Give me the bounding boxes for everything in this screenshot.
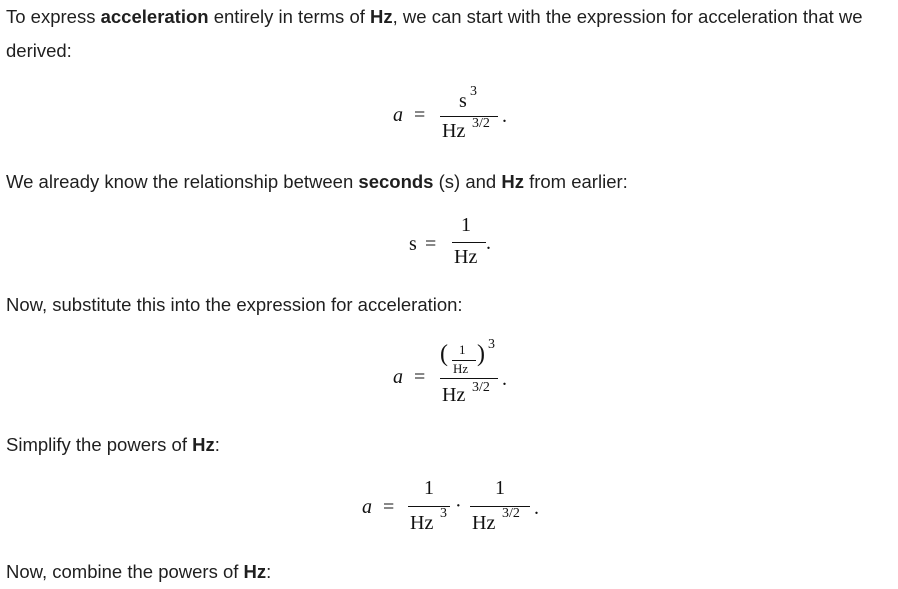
text: :: [266, 561, 272, 582]
eq3-right-paren: ): [477, 341, 485, 367]
paragraph-combine: [6, 555, 891, 589]
text: :: [214, 434, 220, 455]
eq1-denominator: Hz: [442, 120, 466, 142]
eq2-denominator: Hz: [454, 246, 478, 268]
eq3-numerator-exp: 3: [488, 337, 495, 352]
eq4-denominator-1: Hz: [410, 512, 434, 534]
eq4-denominator-2-exp: 3/2: [502, 506, 520, 521]
bold-hz: Hz: [370, 6, 393, 27]
eq3-left-paren: (: [440, 341, 448, 367]
eq4-multiply-dot: ·: [455, 495, 462, 517]
eq3-lhs: a: [393, 366, 403, 388]
text: from earlier:: [523, 171, 628, 192]
bold-acceleration: acceleration: [100, 6, 209, 27]
text: (s) and: [433, 171, 502, 192]
bold-hz: Hz: [501, 171, 524, 192]
eq3-denominator: Hz: [442, 384, 466, 406]
text: Now, combine the powers of: [6, 561, 244, 582]
eq2-equals: =: [425, 233, 437, 255]
text: To express: [6, 6, 101, 27]
eq3-inner-denominator: Hz: [453, 361, 469, 376]
eq4-numerator-1: 1: [424, 477, 434, 499]
eq1-denominator-exp: 3/2: [472, 116, 490, 131]
bold-hz: Hz: [243, 561, 267, 582]
eq3-equals: =: [414, 366, 426, 388]
eq4-lhs: a: [362, 496, 372, 518]
eq1-lhs: a: [393, 104, 403, 126]
eq4-period: .: [534, 497, 539, 519]
text: entirely in terms of: [208, 6, 371, 27]
eq1-period: .: [502, 105, 507, 127]
eq4-denominator-1-exp: 3: [440, 506, 447, 521]
eq3-denominator-exp: 3/2: [472, 380, 490, 395]
eq1-equals: =: [414, 104, 426, 126]
eq1-numerator-exp: 3: [470, 84, 477, 99]
eq4-equals: =: [383, 496, 395, 518]
eq4-numerator-2: 1: [495, 477, 505, 499]
eq2-period: .: [486, 232, 491, 254]
eq4-denominator-2: Hz: [472, 512, 496, 534]
bold-seconds: seconds: [358, 171, 434, 192]
text: , we can start with the expression for acceleration that we derived:: [6, 6, 863, 61]
text: We already know the relationship between: [6, 171, 359, 192]
eq4-fraction-bar-2: [470, 506, 530, 507]
eq2-lhs: s: [409, 233, 417, 255]
eq3-inner-numerator: 1: [459, 342, 466, 357]
text: Simplify the powers of: [6, 434, 193, 455]
eq2-numerator: 1: [461, 214, 471, 236]
bold-hz: Hz: [192, 434, 215, 455]
text: Now, substitute this into the expression for acceleration:: [6, 294, 463, 315]
eq1-numerator: s: [459, 90, 467, 112]
eq3-period: .: [502, 368, 507, 390]
